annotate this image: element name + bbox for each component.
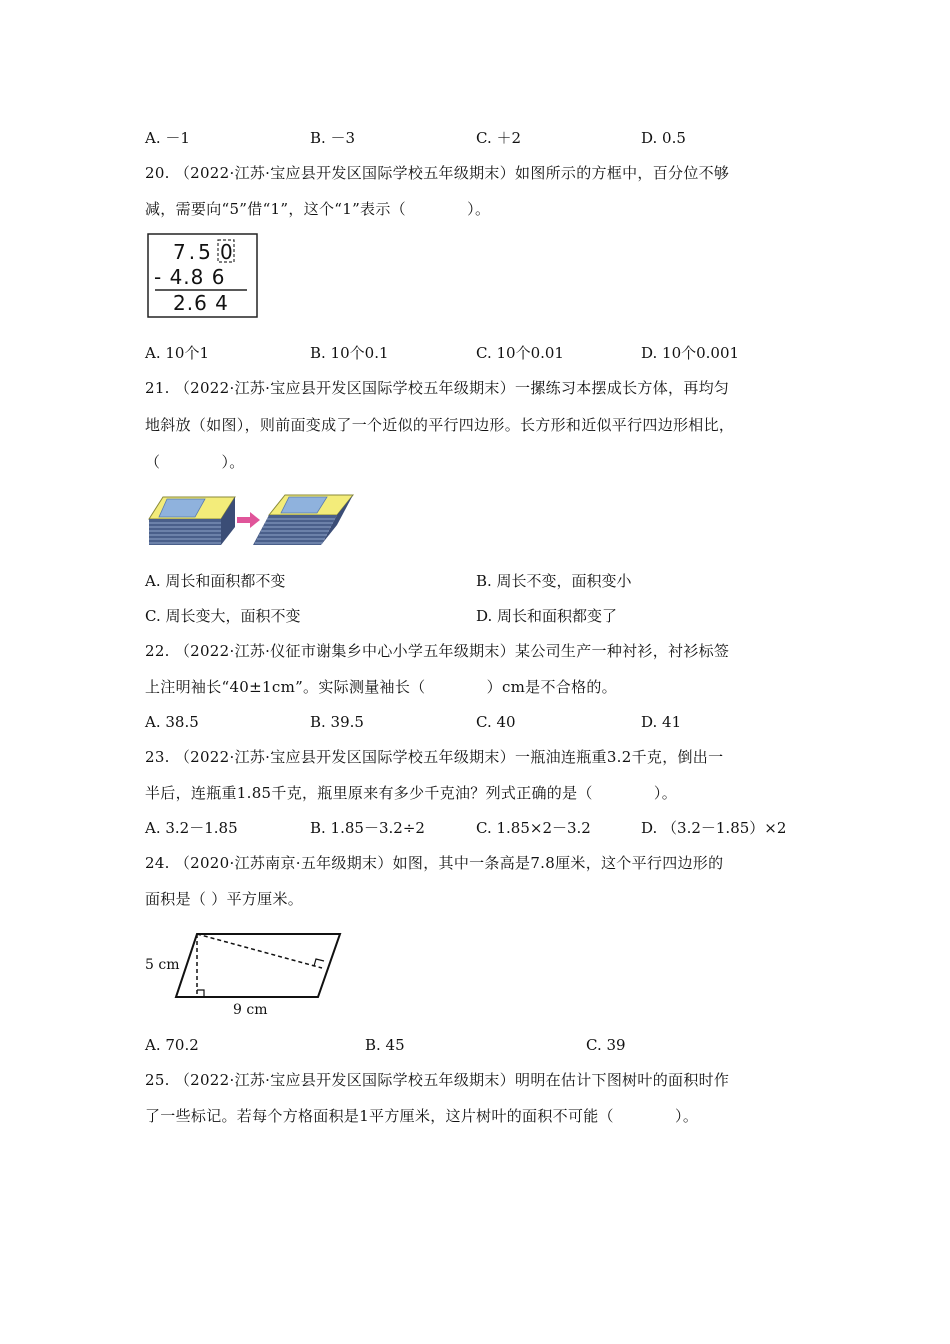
- q21-option-a: A. 周长和面积都不变: [145, 572, 286, 590]
- q20-option-c: C. 10个0.01: [476, 344, 564, 362]
- q23-option-a: A. 3.2－1.85: [145, 819, 238, 837]
- q20-text-line-2: 减，需要向“5”借“1”，这个“1”表示（ ）。: [145, 200, 491, 218]
- q23-text-line-1: 23. （2022·江苏·宝应县开发区国际学校五年级期末）一瓶油连瓶重3.2千克，倒出一: [145, 748, 724, 766]
- q21-slanted-stack-image: [253, 495, 353, 545]
- q23-option-d: D. （3.2－1.85）×2: [641, 819, 787, 837]
- q20-row1-text: 7.5: [173, 240, 214, 264]
- q21-option-d: D. 周长和面积都变了: [476, 607, 618, 625]
- q19-option-d: D. 0.5: [641, 129, 686, 147]
- q24-option-b: B. 45: [365, 1036, 405, 1054]
- q20-text-line-1: 20. （2022·江苏·宝应县开发区国际学校五年级期末）如图所示的方框中，百分位不够: [145, 164, 730, 182]
- q21-text-line-2: 地斜放（如图），则前面变成了一个近似的平行四边形。长方形和近似平行四边形相比，: [145, 416, 735, 434]
- q22-option-c: C. 40: [476, 713, 516, 731]
- q20-row2-text: - 4.8 6: [154, 265, 226, 289]
- q22-option-a: A. 38.5: [145, 713, 199, 731]
- q24-right-angle-side: [314, 959, 324, 966]
- q20-option-b: B. 10个0.1: [310, 344, 389, 362]
- q24-text-line-2: 面积是（ ）平方厘米。: [145, 890, 304, 908]
- q20-option-d: D. 10个0.001: [641, 344, 740, 362]
- q21-text-line-1: 21. （2022·江苏·宝应县开发区国际学校五年级期末）一摞练习本摆成长方体，再均匀: [145, 379, 730, 397]
- q22-text-line-1: 22. （2022·江苏·仪征市谢集乡中心小学五年级期末）某公司生产一种衬衫，衬衫标签: [145, 642, 730, 660]
- q22-option-b: B. 39.5: [310, 713, 364, 731]
- q24-option-a: A. 70.2: [145, 1036, 199, 1054]
- q19-option-a: A. －1: [145, 129, 190, 147]
- q23-option-c: C. 1.85×2－3.2: [476, 819, 591, 837]
- q25-text-line-1: 25. （2022·江苏·宝应县开发区国际学校五年级期末）明明在估计下图树叶的面积时作: [145, 1071, 730, 1089]
- q21-text-line-3: （ ）。: [145, 453, 245, 471]
- arrow-right-icon: [237, 512, 260, 528]
- q24-side-label: 5 cm: [145, 957, 180, 973]
- q19-option-c: C. ＋2: [476, 129, 522, 147]
- q23-option-b: B. 1.85－3.2÷2: [310, 819, 425, 837]
- q21-option-c: C. 周长变大，面积不变: [145, 607, 301, 625]
- q21-option-b: B. 周长不变，面积变小: [476, 572, 632, 590]
- q24-parallelogram-figure: [140, 926, 350, 1020]
- q22-option-d: D. 41: [641, 713, 682, 731]
- q24-base-label: 9 cm: [233, 1002, 268, 1018]
- q20-row3-text: 2.6 4: [173, 291, 229, 315]
- q24-height-side: [197, 934, 322, 968]
- q20-option-a: A. 10个1: [145, 344, 209, 362]
- q20-subtraction-figure: [147, 233, 259, 319]
- q22-text-line-2: 上注明袖长“40±1cm”。实际测量袖长（ ）cm是不合格的。: [145, 678, 617, 696]
- q20-row1-boxed-digit: 0: [220, 240, 233, 264]
- q23-text-line-2: 半后，连瓶重1.85千克，瓶里原来有多少千克油？列式正确的是（ ）。: [145, 784, 678, 802]
- q24-right-angle-base: [197, 990, 204, 997]
- q24-option-c: C. 39: [586, 1036, 626, 1054]
- q21-straight-stack-image: [149, 497, 235, 545]
- q19-option-b: B. －3: [310, 129, 356, 147]
- q25-text-line-2: 了一些标记。若每个方格面积是1平方厘米，这片树叶的面积不可能（ ）。: [145, 1107, 699, 1125]
- q24-text-line-1: 24. （2020·江苏南京·五年级期末）如图，其中一条高是7.8厘米，这个平行四边形的: [145, 854, 724, 872]
- q21-notebook-stack-figure: [145, 493, 357, 547]
